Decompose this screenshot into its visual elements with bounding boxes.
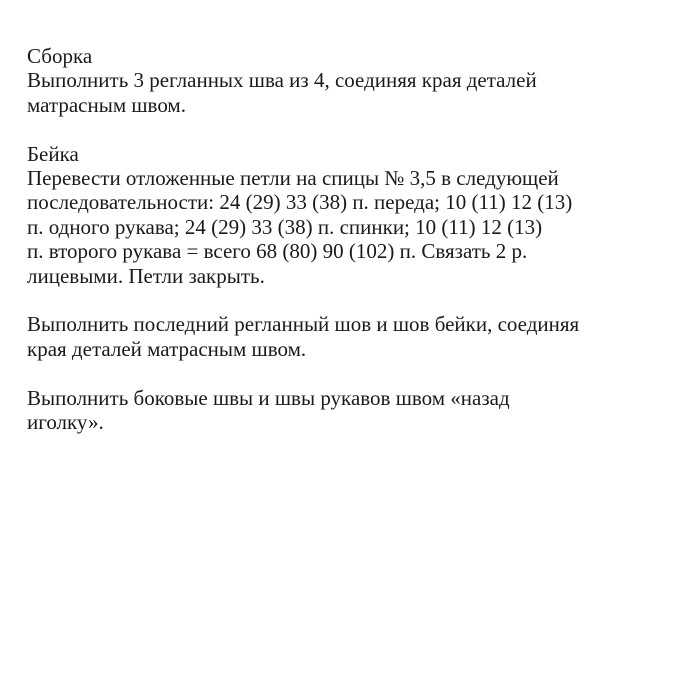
- assembly-section: [27, 44, 667, 117]
- text-line: Перевести отложенные петли на спицы № 3,5 в следующей: [27, 166, 559, 191]
- text-line: матрасным швом.: [27, 92, 186, 117]
- text-line: Выполнить 3 регланных шва из 4, соединяя края деталей: [27, 68, 537, 93]
- last-seam-paragraph: [27, 312, 667, 361]
- text-line: Выполнить боковые швы и швы рукавов швом «назад: [27, 385, 510, 410]
- section-heading-neckband: Бейка: [27, 141, 79, 166]
- text-line: п. второго рукава = всего 68 (80) 90 (102) п. Связать 2 р.: [27, 239, 528, 264]
- instructions-text: [27, 44, 667, 459]
- text-line: края деталей матрасным швом.: [27, 336, 307, 361]
- text-line: Выполнить последний регланный шов и шов бейки, соединяя: [27, 312, 580, 337]
- neckband-section: [27, 142, 667, 288]
- side-seams-paragraph: [27, 386, 667, 435]
- section-heading-assembly: Сборка: [27, 44, 93, 68]
- text-line: иголку».: [27, 410, 104, 435]
- text-line: лицевыми. Петли закрыть.: [27, 263, 265, 288]
- text-line: последовательности: 24 (29) 33 (38) п. переда; 10 (11) 12 (13): [27, 190, 573, 215]
- text-line: п. одного рукава; 24 (29) 33 (38) п. спинки; 10 (11) 12 (13): [27, 214, 543, 239]
